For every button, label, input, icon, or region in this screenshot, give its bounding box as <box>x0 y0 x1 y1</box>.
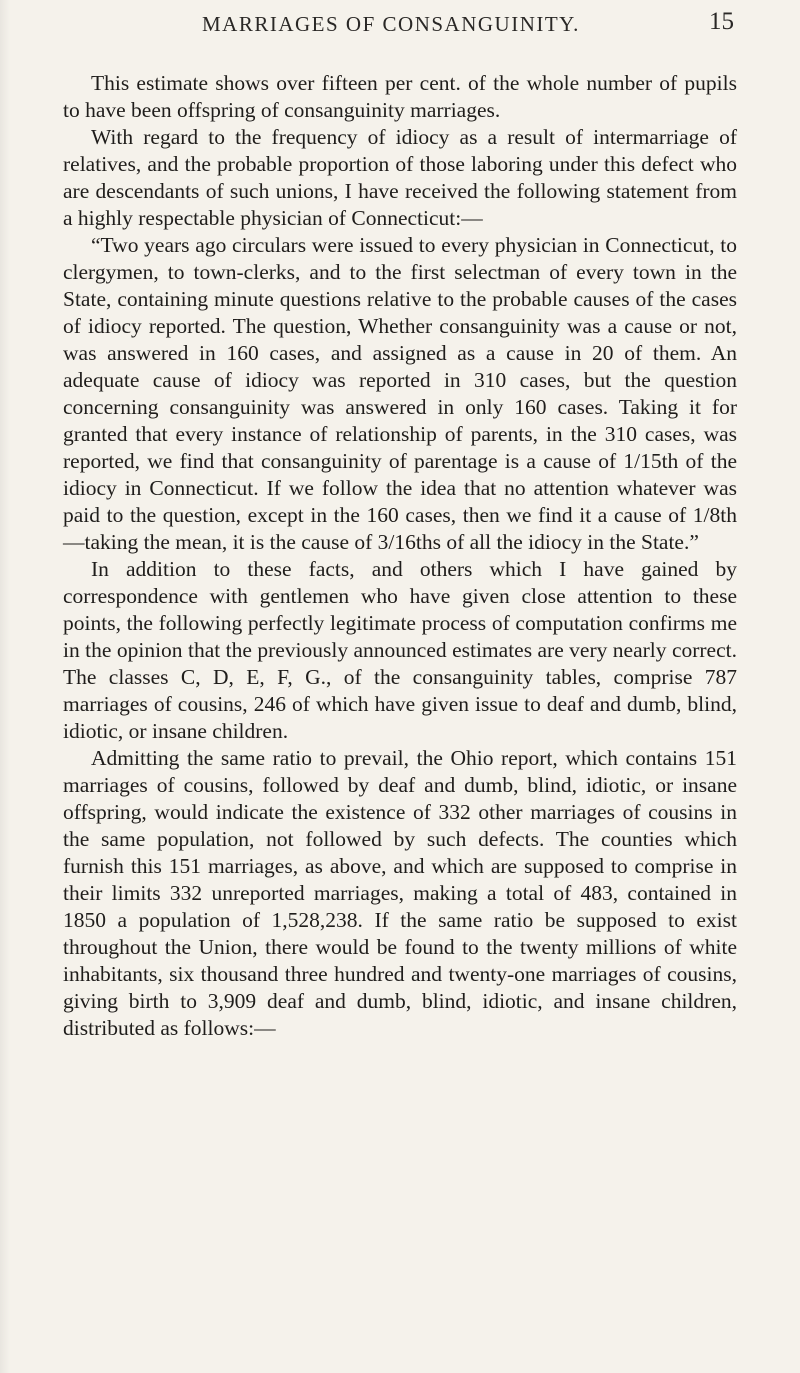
paragraph: This estimate shows over fifteen per cent. of the whole number of pupils to have been offspring of consanguinity marriages. <box>63 71 737 122</box>
paragraph: In addition to these facts, and others which I have gained by correspondence with gentlemen who have given close attention to these points, the following perfectly legitimate process of computation confirms me in the opinion that the previously announced estimates are very nearly correct. The classes C, D, E, F, G., of the consanguinity tables, comprise 787 marriages of cousins, 246 of which have given issue to deaf and dumb, blind, idiotic, or insane children. <box>63 557 737 743</box>
body-text <box>63 70 737 1042</box>
page-number: 15 <box>709 8 734 35</box>
running-head-title: MARRIAGES OF CONSANGUINITY. <box>202 12 580 36</box>
running-head <box>60 8 760 44</box>
paragraph: With regard to the frequency of idiocy as a result of intermarriage of relatives, and the probable proportion of those laboring under this defect who are descendants of such unions, I have received the following statement from a highly respectable physician of Connecticut:— <box>63 125 737 230</box>
page-edge-shadow <box>0 0 10 1373</box>
paragraph: Admitting the same ratio to prevail, the Ohio report, which contains 151 marriages of cousins, followed by deaf and dumb, blind, idiotic, or insane offspring, would indicate the existence of 332 other marriages of cousins in the same population, not followed by such defects. The counties which furnish this 151 marriages, as above, and which are supposed to comprise in their limits 332 unreported marriages, making a total of 483, contained in 1850 a population of 1,528,238. If the same ratio be supposed to exist throughout the Union, there would be found to the twenty millions of white inhabitants, six thousand three hundred and twenty-one marriages of cousins, giving birth to 3,909 deaf and dumb, blind, idiotic, and insane children, distributed as follows:— <box>63 746 737 1040</box>
quoted-paragraph: “Two years ago circulars were issued to every physician in Connecticut, to clergymen, to town-clerks, and to the first selectman of every town in the State, containing minute questions relative to the probable causes of the cases of idiocy reported. The question, Whether consanguinity was a cause or not, was answered in 160 cases, and assigned as a cause in 20 of them. An adequate cause of idiocy was reported in 310 cases, but the question concerning consanguinity was answered in only 160 cases. Taking it for granted that every instance of relationship of parents, in the 310 cases, was reported, we find that consanguinity of parentage is a cause of 1/15th of the idiocy in Connecticut. If we follow the idea that no attention whatever was paid to the question, except in the 160 cases, then we find it a cause of 1/8th—taking the mean, it is the cause of 3/16ths of all the idiocy in the State.” <box>63 233 737 554</box>
